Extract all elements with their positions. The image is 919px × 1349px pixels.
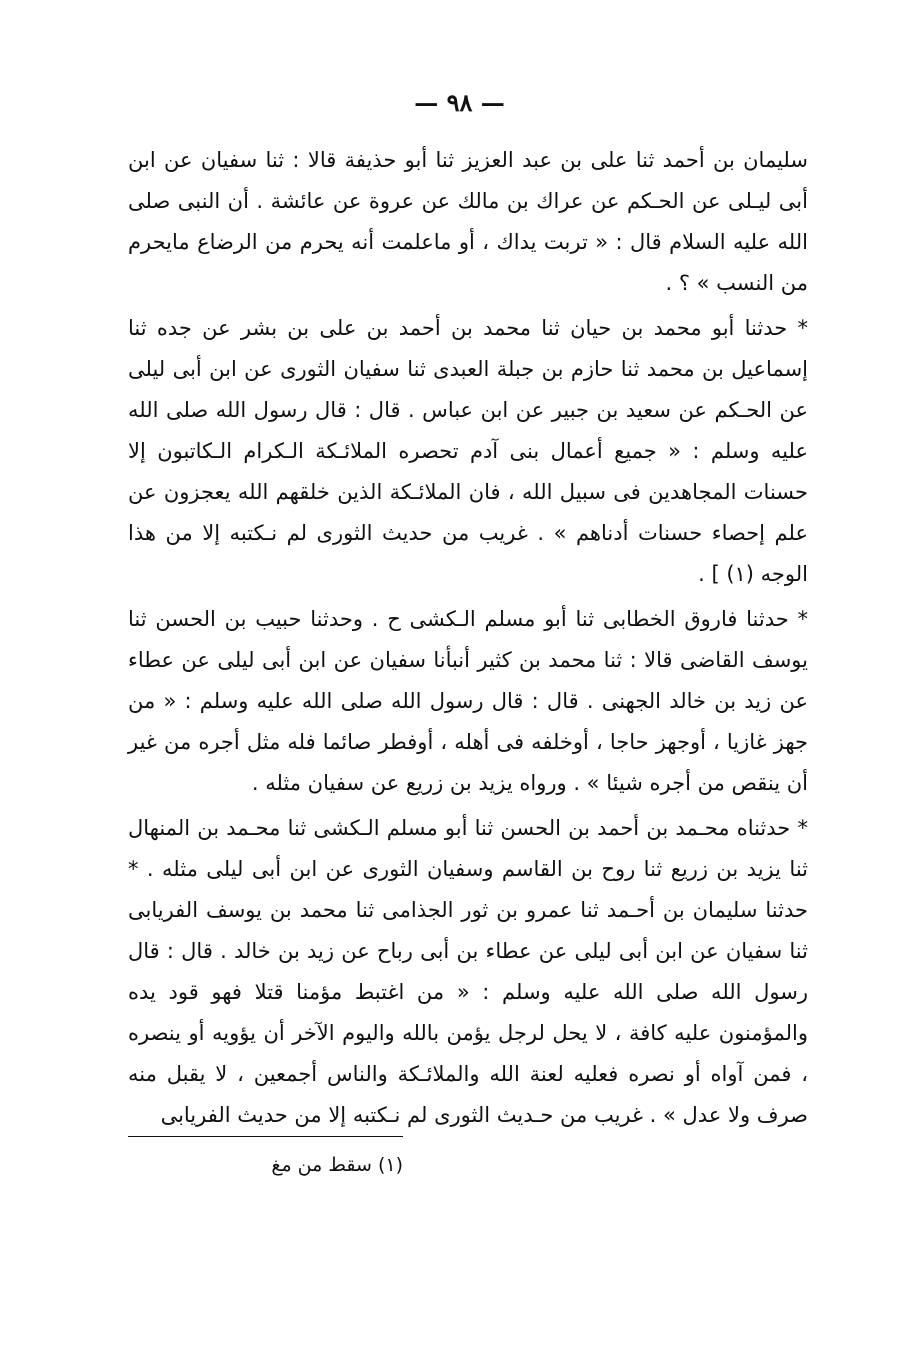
main-text [128,140,808,1136]
footnote-divider [128,1136,403,1137]
paragraph: * حدثنا فاروق الخطابى ثنا أبو مسلم الـكشى ح . وحدثنا حبيب بن الحسن ثنا يوسف القاضى قالا : ثنا محمد بن كثير أنبأنا سفيان عن ابن أبى ليلى عن عطاء عن زيد بن خالد الجهنى . قال : قال رسول الله صلى الله عليه وسلم : « من جهز غازيا ، أوجهز حاجا ، أوخلفه فى أهله ، أوفطر صائما فله مثل أجره من غير أن ينقص من أجره شيئا » . ورواه يزيد بن زريع عن سفيان مثله . [128,607,808,795]
footnote: (١) سقط من مغ [271,1154,403,1176]
paragraph: * حدثنا أبو محمد بن حيان ثنا محمد بن أحمد بن على بن بشر عن جده ثنا إسماعيل بن محمد ثنا حازم بن جبلة العبدى ثنا سفيان الثورى عن ابن أبى ليلى عن الحـكم عن سعيد بن جبير عن ابن عباس . قال : قال رسول الله صلى الله عليه وسلم : « جميع أعمال بنى آدم تحصره الملائـكة الـكرام الـكاتبون إلا حسنات المجاهدين فى سبيل الله ، فان الملائـكة الذين خلقهم الله يعجزون عن علم إحصاء حسنات أدناهم » . غريب من حديث الثورى لم نـكتبه إلا من هذا الوجه (١) ] . [128,316,808,586]
paragraph: سليمان بن أحمد ثنا على بن عبد العزيز ثنا أبو حذيفة قالا : ثنا سفيان عن ابن أبى ليـلى عن الحـكم عن عراك بن مالك عن عروة عن عائشة . أن النبى صلى الله عليه السلام قال : « تربت يداك ، أو ماعلمت أنه يحرم من الرضاع مايحرم من النسب » ؟ . [128,148,808,295]
paragraph: * حدثناه محـمد بن أحمد بن الحسن ثنا أبو مسلم الـكشى ثنا محـمد بن المنهال ثنا يزيد بن زريع ثنا روح بن القاسم وسفيان الثورى عن ابن أبى ليلى مثله . * حدثنا سليمان بن أحـمد ثنا عمرو بن ثور الجذامى ثنا محمد بن يوسف الفريابى ثنا سفيان عن ابن أبى ليلى عن عطاء بن أبى رباح عن زيد بن خالد . قال : قال رسول الله صلى الله عليه وسلم : « من اغتبط مؤمنا قتلا فهو قود يده والمؤمنون عليه كافة ، لا يحل لرجل يؤمن بالله واليوم الآخر أن يؤويه أو ينصره ، فمن آواه أو نصره فعليه لعنة الله والملائـكة والناس أجمعين ، لا يقبل منه صرف ولا عدل » . غريب من حـديث الثورى لم نـكتبه إلا من حديث الفريابى [128,816,808,1127]
page-number: — ٩٨ — [414,88,505,117]
